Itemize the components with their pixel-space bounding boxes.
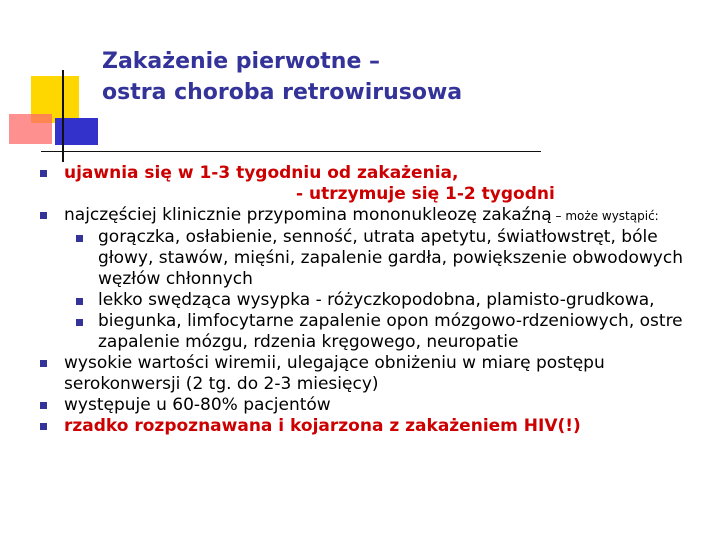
bullet-square-icon — [40, 423, 47, 430]
slide-title — [102, 46, 702, 108]
bullet-list — [0, 163, 720, 437]
bullet-1-line-1: ujawnia się w 1-3 tygodniu od zakażenia, — [64, 163, 459, 183]
decor-vertical-line — [62, 70, 64, 162]
decor-red-block — [9, 114, 52, 144]
list-item — [0, 311, 720, 353]
list-item — [0, 163, 720, 205]
bullet-2-text: najczęściej klinicznie przypomina mononukleozę zakaźną — [64, 205, 552, 225]
bullet-square-icon — [40, 402, 47, 409]
bullet-square-icon — [76, 235, 83, 242]
bullet-1-line-2: - utrzymuje się 1-2 tygodni — [296, 184, 555, 204]
title-line-2: ostra choroba retrowirusowa — [102, 80, 463, 105]
bullet-2-note: – może wystąpić: — [551, 209, 659, 223]
bullet-5-text: rzadko rozpoznawana i kojarzona z zakażeniem HIV(!) — [64, 416, 581, 436]
bullet-square-icon — [76, 298, 83, 305]
bullet-square-icon — [40, 360, 47, 367]
title-line-1: Zakażenie pierwotne – — [102, 49, 381, 74]
list-item — [0, 353, 720, 395]
sub-bullet-3-text: biegunka, limfocytarne zapalenie opon mózgowo-rdzeniowych, ostre zapalenie mózgu, rdzenia kręgowego, neuropatie — [98, 311, 683, 352]
bullet-3-text: wysokie wartości wiremii, ulegające obniżeniu w miarę postępu serokonwersji (2 tg. do 2-3 miesięcy) — [64, 353, 605, 394]
list-item — [0, 416, 720, 437]
bullet-square-icon — [76, 319, 83, 326]
bullet-4-text: występuje u 60-80% pacjentów — [64, 395, 331, 415]
list-item — [0, 395, 720, 416]
list-item — [0, 290, 720, 311]
bullet-square-icon — [40, 212, 47, 219]
sub-bullet-1-text: gorączka, osłabienie, senność, utrata apetytu, światłowstręt, bóle głowy, stawów, mięśni, zapalenie gardła, powiększenie obwodowych węzłów chłonnych — [98, 227, 683, 289]
sub-bullet-2-text: lekko swędząca wysypka - różyczkopodobna, plamisto-grudkowa, — [98, 290, 655, 310]
decor-horizontal-line — [41, 151, 541, 152]
bullet-square-icon — [40, 170, 47, 177]
list-item — [0, 205, 720, 227]
list-item — [0, 227, 720, 290]
